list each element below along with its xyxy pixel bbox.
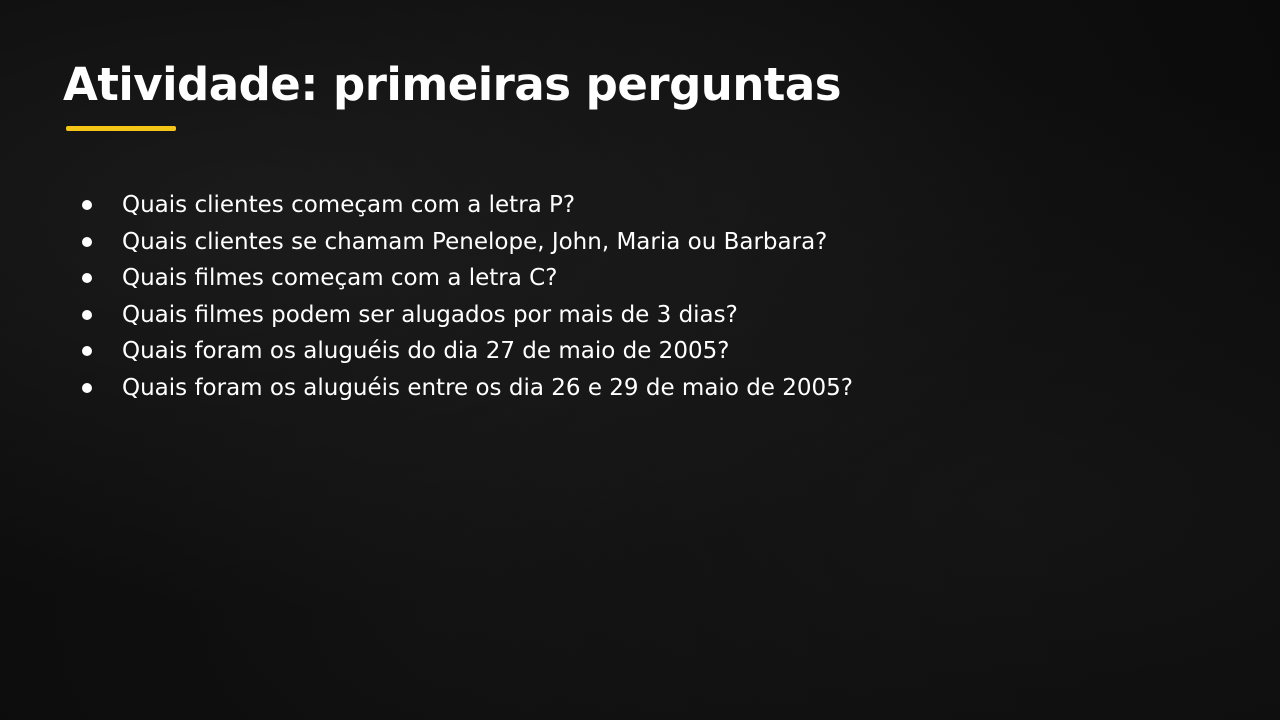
slide-title: Atividade: primeiras perguntas [63, 58, 842, 111]
bullet-icon [82, 200, 92, 210]
bullet-icon [82, 383, 92, 393]
list-item-text: Quais foram os aluguéis do dia 27 de maio de 2005? [122, 338, 730, 365]
list-item [82, 187, 853, 224]
list-item-text: Quais clientes se chamam Penelope, John, Maria ou Barbara? [122, 228, 828, 255]
bullet-icon [82, 237, 92, 247]
list-item [82, 370, 853, 407]
list-item-text: Quais foram os aluguéis entre os dia 26 e 29 de maio de 2005? [122, 374, 854, 401]
list-item-text: Quais clientes começam com a letra P? [122, 192, 576, 219]
list-item [82, 333, 853, 370]
bullet-icon [82, 310, 92, 320]
list-item-text: Quais filmes podem ser alugados por mais de 3 dias? [122, 301, 738, 328]
bullet-icon [82, 273, 92, 283]
list-item-text: Quais filmes começam com a letra C? [122, 265, 558, 292]
title-accent-underline [66, 126, 176, 131]
list-item [82, 224, 853, 261]
bullet-icon [82, 346, 92, 356]
list-item [82, 260, 853, 297]
list-item [82, 297, 853, 334]
question-list [82, 187, 853, 406]
